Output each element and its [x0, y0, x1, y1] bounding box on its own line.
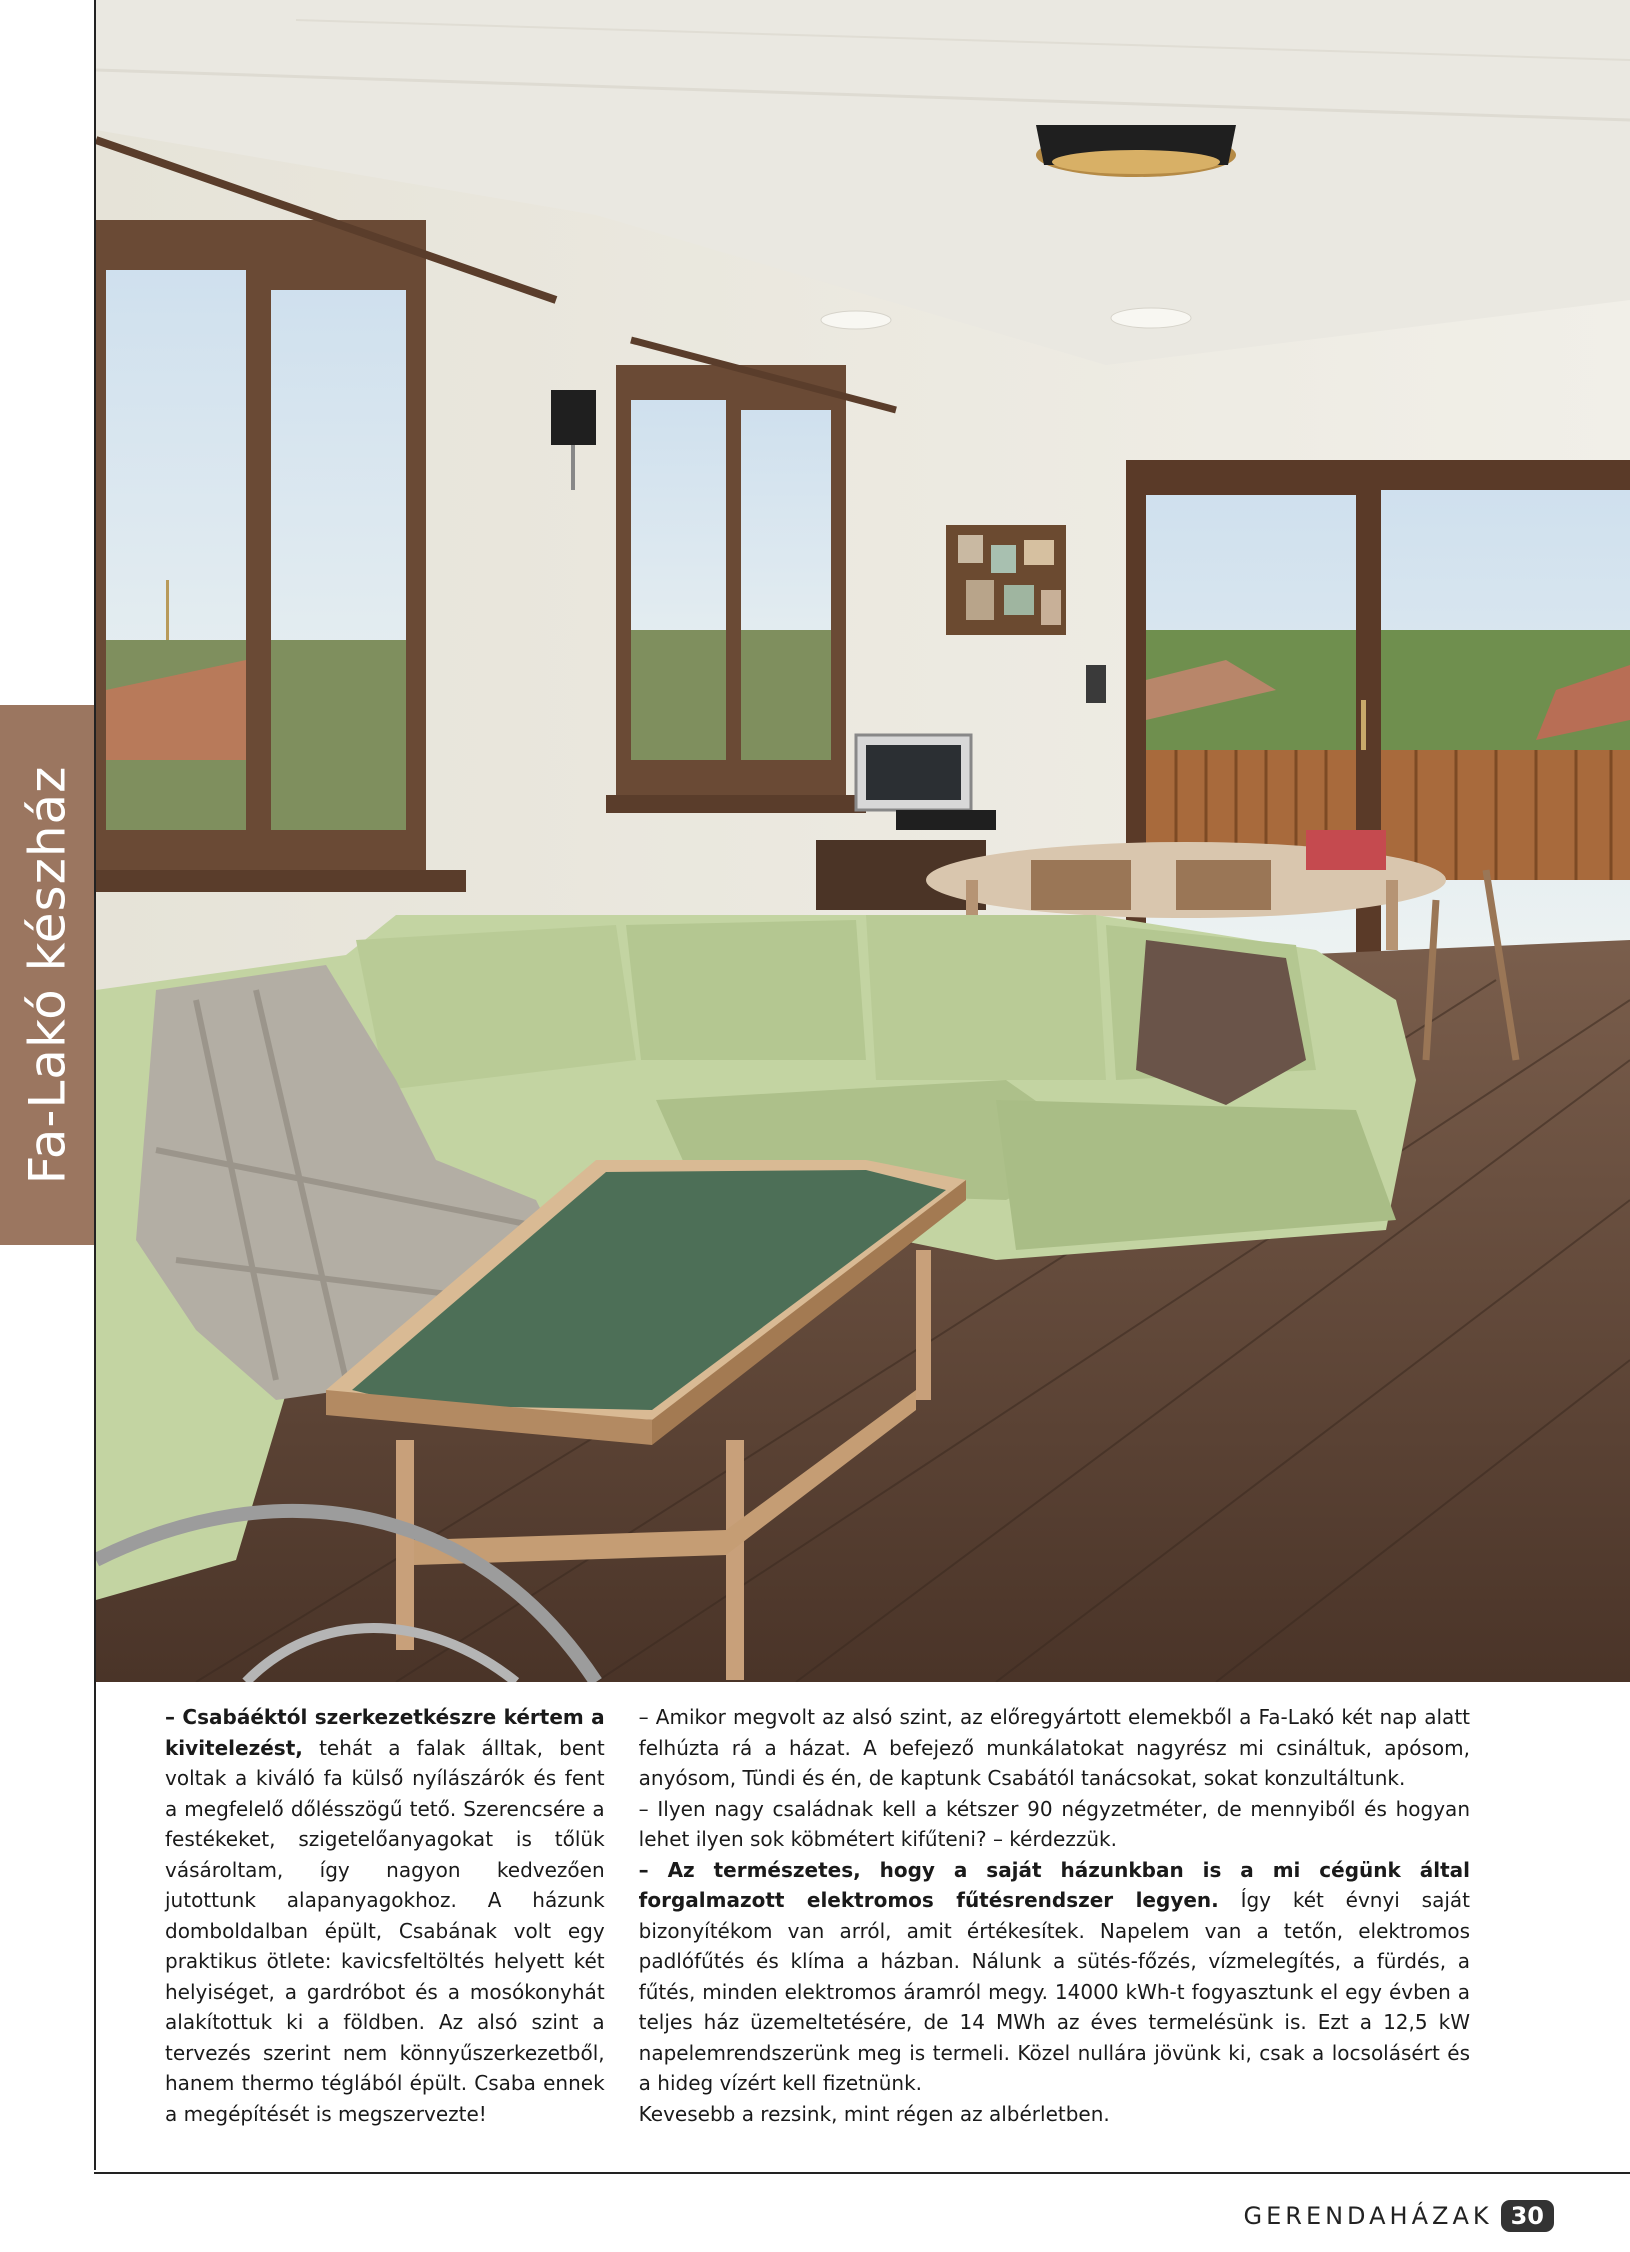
- right-text: Így két évnyi saját bizonyítékom van arról, amit értékesítek. Napelem van a tetőn, elektromos padlófűtés és klíma a házban. Nálunk a sütés-főzés, vízmelegítés, a fürdés, a fűtés, minden elektromos áramról megy. 14000 kWh-t fogyasztunk el egy évben a teljes ház üzemeltetésére, de 14 MWh az éves termelésünk is. Ezt a 12,5 kW napelemrendszerünk meg is termeli. Közel nullára jövünk ki, csak a locsolásért és a hideg vízért kell fizetnünk.: [638, 1888, 1471, 2095]
- living-room-photo: [96, 0, 1630, 1682]
- article-column-right: [639, 1702, 1470, 2129]
- section-tab-label: Fa-Lakó készház: [18, 765, 76, 1185]
- left-text: tehát a falak álltak, bent voltak a kiváló fa külső nyílászárók és fent a megfelelő dőlésszögű tető. Szerencsére a festékeket, szigetelőanyagokat is tőlük vásároltam, így nagyon kedvezően jutottunk alapanyagokhoz. A házunk domboldalban épült, Csabának volt egy praktikus ötlete: kavicsfeltöltés helyett két helyiséget, a gardróbot és a mosókonyhát alakítottuk ki a földben. Az alsó szint a tervezés szerint nem könnyűszerkezetből, hanem thermo téglából épült. Csaba ennek a megépítését is megszervezte!: [165, 1735, 605, 2126]
- magazine-brand: GERENDAHÁZAK: [1243, 2202, 1493, 2230]
- left-paragraph: [165, 1702, 605, 2129]
- page-number: 30: [1501, 2200, 1554, 2232]
- page-footer: [1244, 2200, 1555, 2232]
- right-paragraph-1: – Amikor megvolt az alsó szint, az előregyártott elemekből a Fa-Lakó két nap alatt felhúzta rá a házat. A befejező munkálatokat nagyrész mi csináltuk, apósom, anyósom, Tündi és én, de kaptunk Csabától tanácsokat, sokat konzultáltunk.: [638, 1705, 1470, 1790]
- article-column-left: [165, 1702, 605, 2129]
- article-body: [165, 1702, 1470, 2129]
- section-tab: [0, 705, 94, 1245]
- right-paragraph-2: – Ilyen nagy családnak kell a kétszer 90 négyzetméter, de mennyiből és hogyan lehet ilyen sok köbmétert kifűteni? – kérdezzük.: [638, 1796, 1470, 1851]
- right-paragraph-4: Kevesebb a rezsink, mint régen az albérletben.: [638, 2101, 1110, 2126]
- footer-rule: [94, 2172, 1630, 2174]
- left-lead: – Csabáéktól szerkezetkészre kértem a kivitelezést,: [165, 1705, 605, 1760]
- right-lead: – Az természetes, hogy a saját házunkban is a mi cégünk által forgalmazott elektromos fűtésrendszer legyen.: [638, 1857, 1470, 1912]
- right-paragraph-3: [639, 1855, 1470, 2099]
